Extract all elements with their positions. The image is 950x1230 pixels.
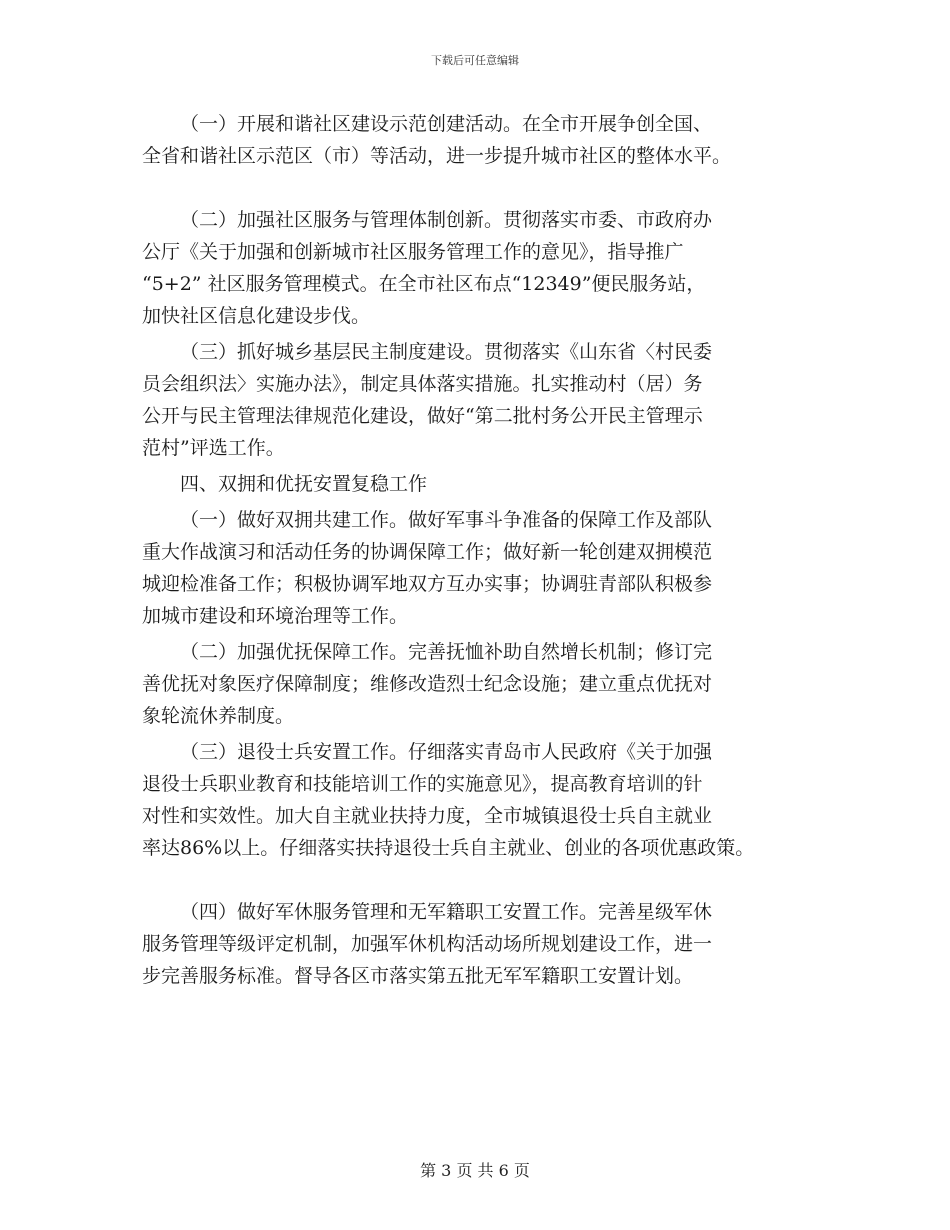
page-number-footer: 第 3 页 共 6 页 bbox=[420, 1161, 530, 1180]
paragraph-line: （一）做好双拥共建工作。做好军事斗争准备的保障工作及部队 bbox=[180, 509, 713, 531]
paragraph-line: 公厅《关于加强和创新城市社区服务管理工作的意见》，指导推广 bbox=[142, 241, 684, 263]
paragraph-veteran-placement bbox=[142, 736, 822, 864]
paragraph-line: 步完善服务标准。督导各区市落实第五批无军军籍职工安置计划。 bbox=[142, 965, 694, 987]
paragraph-harmonious-community bbox=[142, 108, 822, 172]
paragraph-line: 加快社区信息化建设步伐。 bbox=[142, 305, 371, 327]
paragraph-line: （二）加强优抚保障工作。完善抚恤补助自然增长机制；修订完 bbox=[180, 641, 713, 663]
paragraph-line: （一）开展和谐社区建设示范创建活动。在全市开展争创全国、 bbox=[180, 113, 713, 135]
paragraph-line: 象轮流休养制度。 bbox=[142, 705, 295, 727]
paragraph-line: （三）退役士兵安置工作。仔细落实青岛市人民政府《关于加强 bbox=[180, 741, 713, 763]
paragraph-line: （三）抓好城乡基层民主制度建设。贯彻落实《山东省〈村民委 bbox=[180, 341, 713, 363]
paragraph-community-service bbox=[142, 204, 822, 332]
paragraph-preferential-care bbox=[142, 636, 822, 732]
paragraph-line: （四）做好军休服务管理和无军籍职工安置工作。完善星级军休 bbox=[180, 901, 713, 923]
paragraph-line: 范村”评选工作。 bbox=[142, 437, 285, 459]
paragraph-line: 善优抚对象医疗保障制度；维修改造烈士纪念设施；建立重点优抚对 bbox=[142, 673, 713, 695]
paragraph-line: 加城市建设和环境治理等工作。 bbox=[142, 605, 409, 627]
paragraph-line: 率达86%以上。仔细落实扶持退役士兵自主就业、创业的各项优惠政策。 bbox=[142, 837, 755, 859]
section-heading-four bbox=[142, 468, 822, 500]
paragraph-line: 员会组织法〉实施办法》，制定具体落实措施。扎实推动村（居）务 bbox=[142, 373, 703, 395]
paragraph-grassroots-democracy bbox=[142, 336, 822, 464]
paragraph-retired-military bbox=[142, 896, 822, 992]
paragraph-double-support bbox=[142, 504, 822, 632]
paragraph-line: 公开与民主管理法律规范化建设，做好“第二批村务公开民主管理示 bbox=[142, 405, 703, 427]
section-heading: 四、双拥和优抚安置复稳工作 bbox=[180, 473, 428, 495]
paragraph-line: （二）加强社区服务与管理体制创新。贯彻落实市委、市政府办 bbox=[180, 209, 713, 231]
paragraph-line: “5+2” 社区服务管理模式。在全市社区布点“12349”便民服务站， bbox=[142, 273, 706, 295]
paragraph-line: 退役士兵职业教育和技能培训工作的实施意见》，提高教育培训的针 bbox=[142, 773, 703, 795]
paragraph-line: 城迎检准备工作；积极协调军地双方互办实事；协调驻青部队积极参 bbox=[142, 573, 713, 595]
document-body bbox=[142, 108, 822, 992]
paragraph-line: 对性和实效性。加大自主就业扶持力度，全市城镇退役士兵自主就业 bbox=[142, 805, 713, 827]
paragraph-line: 全省和谐社区示范区（市）等活动，进一步提升城市社区的整体水平。 bbox=[142, 145, 732, 167]
paragraph-line: 服务管理等级评定机制，加强军休机构活动场所规划建设工作，进一 bbox=[142, 933, 713, 955]
paragraph-line: 重大作战演习和活动任务的协调保障工作；做好新一轮创建双拥模范 bbox=[142, 541, 713, 563]
page-header-note: 下载后可任意编辑 bbox=[431, 54, 519, 67]
